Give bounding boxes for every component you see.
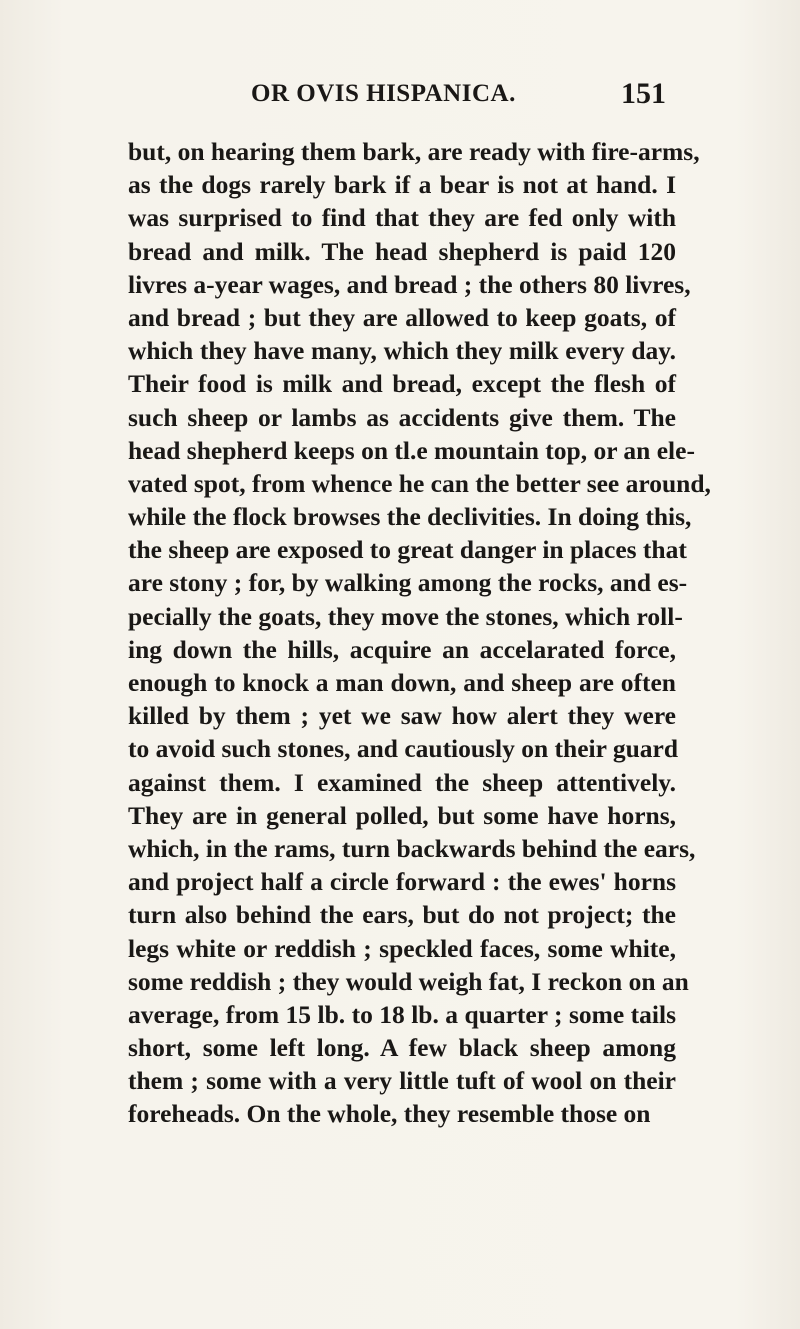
- text-line: are stony ; for, by walking among the rocks, and es-: [128, 568, 688, 598]
- text-line: and project half a circle forward : the ewes' horns: [128, 867, 676, 897]
- text-line: the sheep are exposed to great danger in places that: [128, 535, 687, 565]
- text-line: killed by them ; yet we saw how alert they were: [128, 701, 676, 731]
- text-line: and bread ; but they are allowed to keep goats, of: [128, 302, 676, 332]
- text-line: turn also behind the ears, but do not project; the: [128, 900, 676, 930]
- text-line: which they have many, which they milk every day.: [128, 336, 676, 366]
- text-line: short, some left long. A few black sheep among: [128, 1033, 676, 1063]
- text-line: them ; some with a very little tuft of wool on their: [128, 1066, 676, 1096]
- text-line: which, in the rams, turn backwards behind the ears,: [128, 833, 696, 863]
- text-line: head shepherd keeps on tl.e mountain top, or an ele-: [128, 435, 695, 465]
- text-line: such sheep or lambs as accidents give them. The: [128, 402, 676, 432]
- text-line: legs white or reddish ; speckled faces, some white,: [128, 933, 676, 963]
- text-line: was surprised to find that they are fed only with: [128, 203, 676, 233]
- text-line: vated spot, from whence he can the better see around,: [128, 468, 711, 498]
- text-line: Their food is milk and bread, except the flesh of: [128, 369, 676, 399]
- text-line: while the flock browses the declivities. In doing this,: [128, 502, 692, 532]
- body-text: [128, 135, 711, 1131]
- text-line: pecially the goats, they move the stones, which roll-: [128, 601, 683, 631]
- text-line: foreheads. On the whole, they resemble those on: [128, 1099, 651, 1129]
- text-line: ing down the hills, acquire an accelarated force,: [128, 634, 676, 664]
- text-line: against them. I examined the sheep attentively.: [128, 767, 676, 797]
- text-line: They are in general polled, but some have horns,: [128, 800, 676, 830]
- text-line: enough to knock a man down, and sheep are often: [128, 668, 676, 697]
- running-head: [128, 74, 666, 114]
- text-line: some reddish ; they would weigh fat, I reckon on an: [128, 966, 689, 996]
- text-line: to avoid such stones, and cautiously on their guard: [128, 734, 679, 764]
- text-line: livres a-year wages, and bread ; the others 80 livres,: [128, 269, 691, 299]
- running-title: OR OVIS HISPANICA.: [251, 80, 516, 107]
- page-number: 151: [621, 77, 666, 110]
- text-line: bread and milk. The head shepherd is paid 120: [128, 236, 676, 266]
- text-line: average, from 15 lb. to 18 lb. a quarter ; some tails: [128, 999, 676, 1029]
- text-line: as the dogs rarely bark if a bear is not at hand. I: [128, 170, 676, 200]
- text-line: but, on hearing them bark, are ready with fire-arms,: [128, 137, 700, 166]
